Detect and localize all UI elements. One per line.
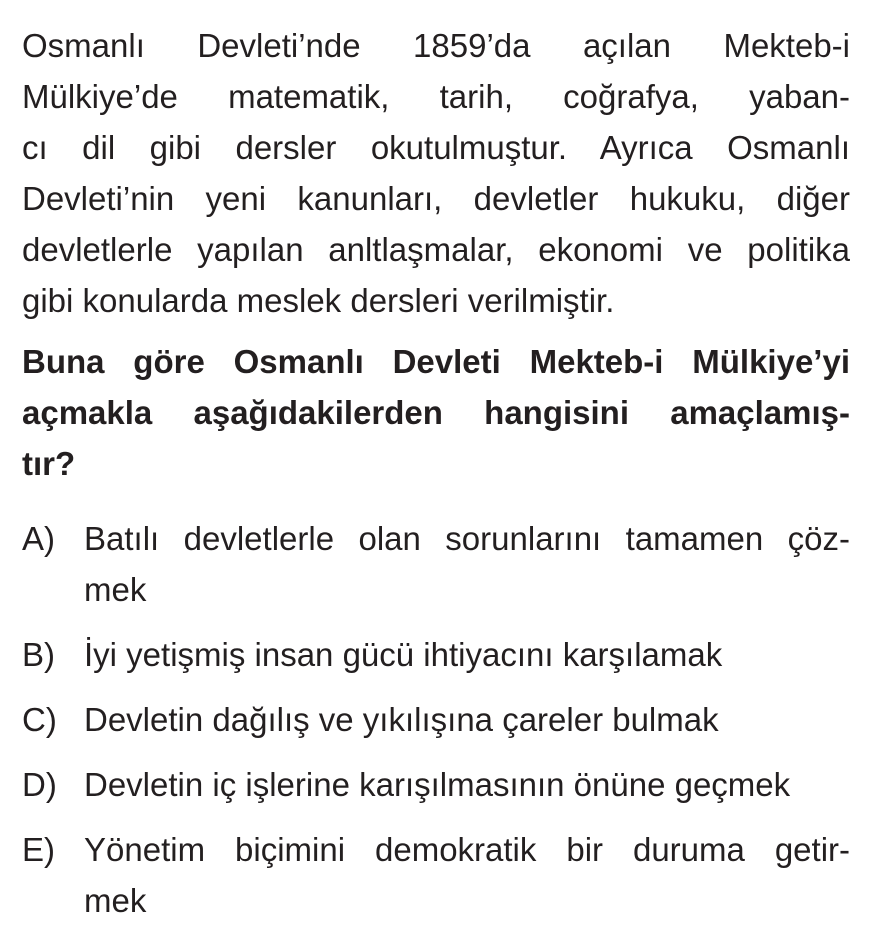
stem-line: tır? (22, 445, 76, 482)
option-a[interactable] (22, 513, 850, 615)
option-d[interactable] (22, 759, 850, 810)
option-letter: D) (22, 766, 57, 803)
option-text: Devletin iç işlerine karışılmasının önüne geçmek (84, 766, 791, 803)
passage-line: devletlerle yapılan anltlaşmalar, ekonomi ve politika (22, 231, 850, 268)
option-text: İyi yetişmiş insan gücü ihtiyacını karşılamak (84, 636, 723, 673)
option-text: Batılı devletlerle olan sorunlarını tamamen çöz- (84, 520, 850, 557)
passage-line: Devleti’nin yeni kanunları, devletler hukuku, diğer (22, 180, 850, 217)
option-letter: A) (22, 520, 55, 557)
option-text: Devletin dağılış ve yıkılışına çareler bulmak (84, 701, 719, 738)
option-letter: C) (22, 701, 57, 738)
question-passage (22, 20, 850, 326)
passage-line: Mülkiye’de matematik, tarih, coğrafya, yaban- (22, 78, 850, 115)
option-e[interactable] (22, 824, 850, 926)
stem-line: Buna göre Osmanlı Devleti Mekteb-i Mülkiye’yi (22, 343, 850, 380)
question-block (22, 20, 850, 940)
passage-line: gibi konularda meslek dersleri verilmiştir. (22, 282, 615, 319)
option-b[interactable] (22, 629, 850, 680)
passage-line: Osmanlı Devleti’nde 1859’da açılan Mekteb-i (22, 27, 850, 64)
passage-line: cı dil gibi dersler okutulmuştur. Ayrıca Osmanlı (22, 129, 850, 166)
option-text: Yönetim biçimini demokratik bir duruma getir- (84, 831, 850, 868)
answer-options (22, 513, 850, 926)
stem-line: açmakla aşağıdakilerden hangisini amaçlamış- (22, 394, 850, 431)
option-c[interactable] (22, 694, 850, 745)
option-text: mek (84, 882, 147, 919)
option-letter: E) (22, 831, 55, 868)
option-text: mek (84, 571, 147, 608)
question-stem (22, 336, 850, 489)
option-letter: B) (22, 636, 55, 673)
